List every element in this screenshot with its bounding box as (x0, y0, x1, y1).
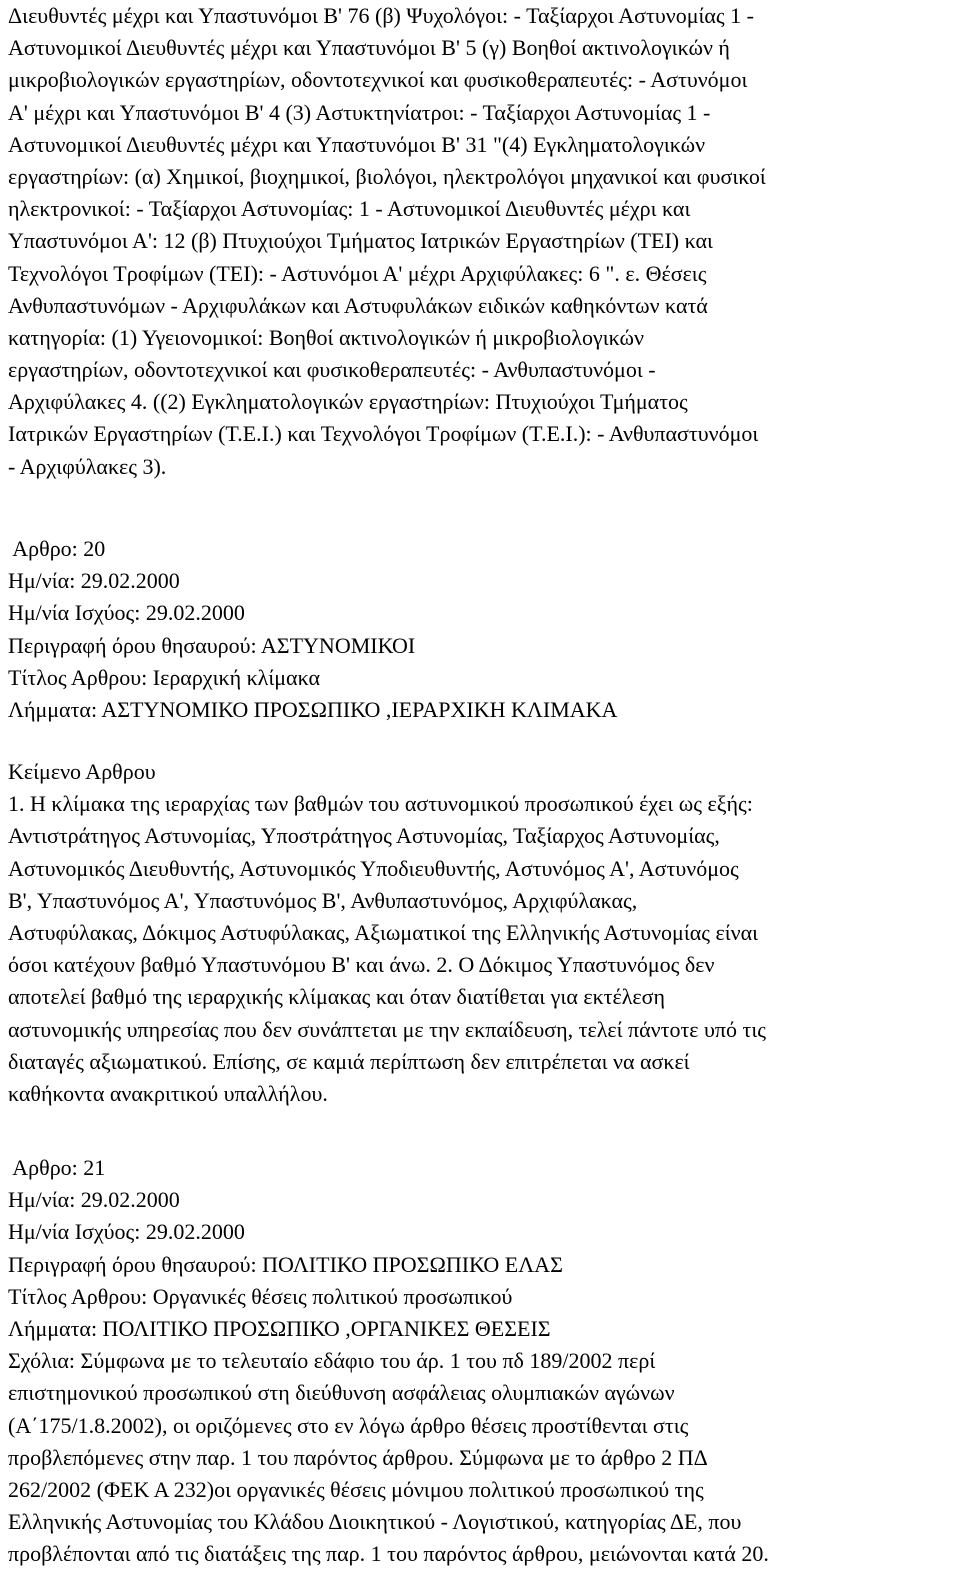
article-lemmata: Λήμματα: ΠΟΛΙΤΙΚΟ ΠΡΟΣΩΠΙΚΟ ,ΟΡΓΑΝΙΚΕΣ ΘΕΣΕΙΣ (8, 1315, 551, 1341)
article-number: Αρθρο: 20 (8, 536, 106, 561)
article-thesaurus-term: Περιγραφή όρου θησαυρού: ΠΟΛΙΤΙΚΟ ΠΡΟΣΩΠΙΚΟ ΕΛΑΣ (8, 1251, 563, 1277)
article-effective-date: Ημ/νία Ισχύος: 29.02.2000 (8, 1219, 245, 1245)
text-line: 1. Η κλίμακα της ιεραρχίας των βαθμών του αστυνομικού προσωπικού έχει ως εξής: (8, 791, 753, 817)
article-comment-line: Σχόλια: Σύμφωνα με το τελευταίο εδάφιο του άρ. 1 του πδ 189/2002 περί (8, 1348, 656, 1374)
article-date: Ημ/νία: 29.02.2000 (8, 1187, 180, 1213)
article-lemmata: Λήμματα: ΑΣΤΥΝΟΜΙΚΟ ΠΡΟΣΩΠΙΚΟ ,ΙΕΡΑΡΧΙΚΗ ΚΛΙΜΑΚΑ (8, 696, 618, 722)
article-20-header (8, 533, 617, 726)
article-text-heading: Κείμενο Αρθρου (8, 759, 156, 784)
article-title: Τίτλος Αρθρου: Ιεραρχική κλίμακα (8, 664, 320, 690)
article-20-body (8, 756, 766, 1110)
text-line: ηλεκτρονικοί: - Ταξίαρχοι Αστυνομίας: 1 - Αστυνομικοί Διευθυντές μέχρι και (8, 196, 691, 222)
text-line: Αστυνομικοί Διευθυντές μέχρι και Υπαστυνόμοι Β' 31 "(4) Εγκληματολογικών (8, 131, 706, 157)
text-line: Β', Υπαστυνόμος Α', Υπαστυνόμος Β', Ανθυπαστυνόμος, Αρχιφύλακας, (8, 887, 638, 913)
text-line: μικροβιολογικών εργαστηρίων, οδοντοτεχνικοί και φυσικοθεραπευτές: - Αστυνόμοι (8, 67, 748, 93)
intro-paragraph (8, 0, 766, 483)
article-date: Ημ/νία: 29.02.2000 (8, 568, 180, 594)
text-line: Διευθυντές μέχρι και Υπαστυνόμοι Β' 76 (β) Ψυχολόγοι: - Ταξίαρχοι Αστυνομίας 1 - (8, 3, 754, 28)
article-title: Τίτλος Αρθρου: Οργανικές θέσεις πολιτικού προσωπικού (8, 1283, 513, 1309)
text-line: εργαστηρίων: (α) Χημικοί, βιοχημικοί, βιολόγοι, ηλεκτρολόγοι μηχανικοί και φυσικοί (8, 163, 766, 189)
article-comment-line: προβλέπονται από τις διατάξεις της παρ. 1 του παρόντος άρθρου, μειώνονται κατά 20. (8, 1541, 769, 1567)
text-line: Αστυνομικοί Διευθυντές μέχρι και Υπαστυνόμοι Β' 5 (γ) Βοηθοί ακτινολογικών ή (8, 35, 730, 61)
text-line: κατηγορία: (1) Υγειονομικοί: Βοηθοί ακτινολογικών ή μικροβιολογικών (8, 324, 644, 350)
text-line: Αστυφύλακας, Δόκιμος Αστυφύλακας, Αξιωματικοί της Ελληνικής Αστυνομίας είναι (8, 919, 759, 945)
text-line: Ιατρικών Εργαστηρίων (Τ.Ε.Ι.) και Τεχνολόγοι Τροφίμων (Τ.Ε.Ι.): - Ανθυπαστυνόμοι (8, 421, 759, 447)
article-number: Αρθρο: 21 (8, 1155, 106, 1180)
text-line: Αρχιφύλακες 4. ((2) Εγκληματολογικών εργαστηρίων: Πτυχιούχοι Τμήματος (8, 389, 688, 415)
text-line: Αστυνομικός Διευθυντής, Αστυνομικός Υποδιευθυντής, Αστυνόμος Α', Αστυνόμος (8, 855, 739, 881)
article-effective-date: Ημ/νία Ισχύος: 29.02.2000 (8, 600, 245, 626)
article-comment-line: (Α΄175/1.8.2002), οι οριζόμενες στο εν λόγω άρθρο θέσεις προστίθενται στις (8, 1412, 689, 1438)
article-comment-line: 262/2002 (ΦΕΚ Α 232)οι οργανικές θέσεις μόνιμου πολιτικού προσωπικού της (8, 1476, 704, 1502)
text-line: Αντιστράτηγος Αστυνομίας, Υποστράτηγος Αστυνομίας, Ταξίαρχος Αστυνομίας, (8, 823, 720, 849)
article-comment-line: προβλεπόμενες στην παρ. 1 του παρόντος άρθρου. Σύμφωνα με το άρθρο 2 ΠΔ (8, 1444, 708, 1470)
text-line: καθήκοντα ανακριτικού υπαλλήλου. (8, 1080, 328, 1106)
text-line: Ανθυπαστυνόμων - Αρχιφυλάκων και Αστυφυλάκων ειδικών καθηκόντων κατά (8, 292, 708, 318)
text-line: εργαστηρίων, οδοντοτεχνικοί και φυσικοθεραπευτές: - Ανθυπαστυνόμοι - (8, 357, 656, 383)
article-comment-line: Ελληνικής Αστυνομίας του Κλάδου Διοικητικού - Λογιστικού, κατηγορίας ΔΕ, που (8, 1509, 742, 1535)
text-line: διαταγές αξιωματικού. Επίσης, σε καμιά περίπτωση δεν επιτρέπεται να ασκεί (8, 1048, 690, 1074)
article-thesaurus-term: Περιγραφή όρου θησαυρού: ΑΣΤΥΝΟΜΙΚΟΙ (8, 632, 416, 658)
text-line: αστυνομικής υπηρεσίας που δεν συνάπτεται με την εκπαίδευση, τελεί πάντοτε υπό τις (8, 1016, 767, 1042)
article-comment-line: επιστημονικού προσωπικού στη διεύθυνση ασφάλειας ολυμπιακών αγώνων (8, 1380, 675, 1406)
text-line: Τεχνολόγοι Τροφίμων (ΤΕΙ): - Αστυνόμοι Α' μέχρι Αρχιφύλακες: 6 ". ε. Θέσεις (8, 260, 707, 286)
article-21 (8, 1152, 769, 1570)
text-line: Υπαστυνόμοι Α': 12 (β) Πτυχιούχοι Τμήματος Ιατρικών Εργαστηρίων (ΤΕΙ) και (8, 228, 713, 254)
text-line: - Αρχιφύλακες 3). (8, 453, 167, 479)
text-line: Α' μέχρι και Υπαστυνόμοι Β' 4 (3) Αστυκτηνίατροι: - Ταξίαρχοι Αστυνομίας 1 - (8, 99, 711, 125)
text-line: όσοι κατέχουν βαθμό Υπαστυνόμου Β' και άνω. 2. Ο Δόκιμος Υπαστυνόμος δεν (8, 952, 715, 978)
text-line: αποτελεί βαθμό της ιεραρχικής κλίμακας και όταν διατίθεται για εκτέλεση (8, 984, 666, 1010)
